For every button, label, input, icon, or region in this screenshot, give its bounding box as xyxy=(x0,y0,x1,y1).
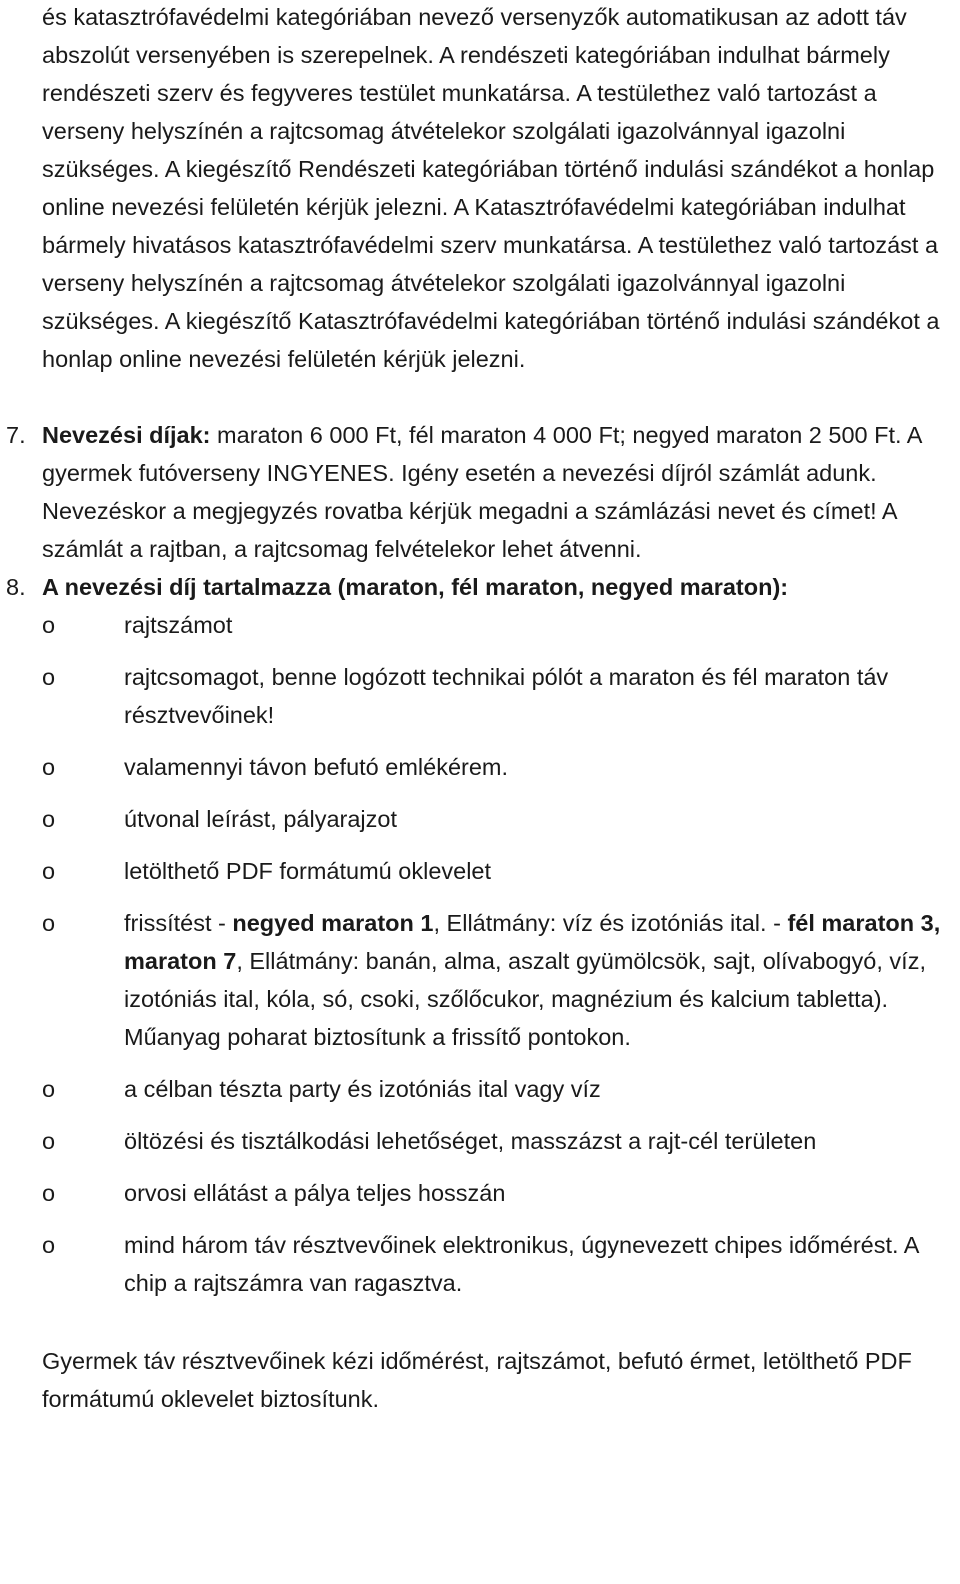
fee-includes-list xyxy=(42,606,946,1302)
bullet-marker: o xyxy=(42,1128,56,1154)
list-item-text: öltözési és tisztálkodási lehetőséget, masszázst a rajt-cél területen xyxy=(124,1128,817,1154)
section-7-text: maraton 6 000 Ft, fél maraton 4 000 Ft; negyed maraton 2 500 Ft. A gyermek futóverseny INGYENES. Igény esetén a nevezési díjról számlát adunk. Nevezéskor a megjegyzés rovatba kérjük megadni a számlázási nevet és címet! A számlát a rajtban, a rajtcsomag felvételekor lehet átvenni. xyxy=(42,422,922,562)
refreshment-text-part1: frissítést - xyxy=(124,910,233,936)
refreshment-text-part3: , Ellátmány: banán, alma, aszalt gyümölcsök, sajt, olívabogyó, víz, izotóniás ital, kóla, só, csoki, szőlőcukor, magnézium és kalcium tabletta). Műanyag poharat biztosítunk a frissítő pontokon. xyxy=(124,948,926,1050)
bullet-marker: o xyxy=(42,1076,56,1102)
list-item-race-number xyxy=(42,606,946,644)
list-item-race-pack xyxy=(42,658,946,734)
section-8-fee-includes xyxy=(6,568,946,606)
list-item-text: a célban tészta party és izotóniás ital vagy víz xyxy=(124,1076,601,1102)
list-item-text: útvonal leírást, pályarajzot xyxy=(124,806,398,832)
list-item-finisher-medal xyxy=(42,748,946,786)
bullet-marker: o xyxy=(42,910,56,936)
refreshment-text-part2: , Ellátmány: víz és izotóniás ital. - xyxy=(433,910,788,936)
bullet-marker: o xyxy=(42,1232,56,1258)
list-item-medical-care xyxy=(42,1174,946,1212)
bullet-marker: o xyxy=(42,806,56,832)
list-item-text: valamennyi távon befutó emlékérem. xyxy=(124,754,509,780)
list-item-route-map xyxy=(42,800,946,838)
bullet-marker: o xyxy=(42,664,56,690)
bullet-marker: o xyxy=(42,612,56,638)
list-item-text: rajtszámot xyxy=(124,612,233,638)
refreshment-bold-quarter: negyed maraton 1 xyxy=(232,910,434,936)
list-item-chip-timing xyxy=(42,1226,946,1302)
bullet-marker: o xyxy=(42,858,56,884)
list-item-text: mind három táv résztvevőinek elektronikus, úgynevezett chipes időmérést. A chip a rajtszámra van ragasztva. xyxy=(124,1232,919,1296)
section-7-number: 7. xyxy=(6,422,26,448)
list-item-text: orvosi ellátást a pálya teljes hosszán xyxy=(124,1180,506,1206)
section-8-number: 8. xyxy=(6,574,26,600)
list-item-text: rajtcsomagot, benne logózott technikai pólót a maraton és fél maraton táv résztvevőinek! xyxy=(124,664,889,728)
section-7-entry-fees xyxy=(6,416,946,568)
list-item-refreshments xyxy=(42,904,946,1056)
refreshment-bold-half-full: fél maraton 3, maraton 7 xyxy=(124,910,941,974)
section-7-heading: Nevezési díjak: xyxy=(42,422,211,448)
section-8-heading: A nevezési díj tartalmazza (maraton, fél maraton, negyed maraton): xyxy=(42,574,789,600)
intro-paragraph: és katasztrófavédelmi kategóriában nevező versenyzők automatikusan az adott táv abszolút versenyében is szerepelnek. A rendészeti kategóriában indulhat bármely rendészeti szerv és fegyveres testület munkatársa. A testülethez való tartozást a verseny helyszínén a rajtcsomag átvételekor szolgálati igazolvánnyal igazolni szükséges. A kiegészítő Rendészeti kategóriában történő indulási szándékot a honlap online nevezési felületén kérjük jelezni. A Katasztrófavédelmi kategóriában indulhat bármely hivatásos katasztrófavédelmi szerv munkatársa. A testülethez való tartozást a verseny helyszínén a rajtcsomag átvételekor szolgálati igazolvánnyal igazolni szükséges. A kiegészítő Katasztrófavédelmi kategóriában történő indulási szándékot a honlap online nevezési felületén kérjük jelezni. xyxy=(42,4,940,372)
children-race-paragraph: Gyermek táv résztvevőinek kézi időmérést, rajtszámot, befutó érmet, letölthető PDF formátumú oklevelet biztosítunk. xyxy=(42,1348,912,1412)
list-item-pdf-certificate xyxy=(42,852,946,890)
list-item-pasta-party xyxy=(42,1070,946,1108)
list-item-text: letölthető PDF formátumú oklevelet xyxy=(124,858,492,884)
list-item-changing-facilities xyxy=(42,1122,946,1160)
bullet-marker: o xyxy=(42,754,56,780)
bullet-marker: o xyxy=(42,1180,56,1206)
